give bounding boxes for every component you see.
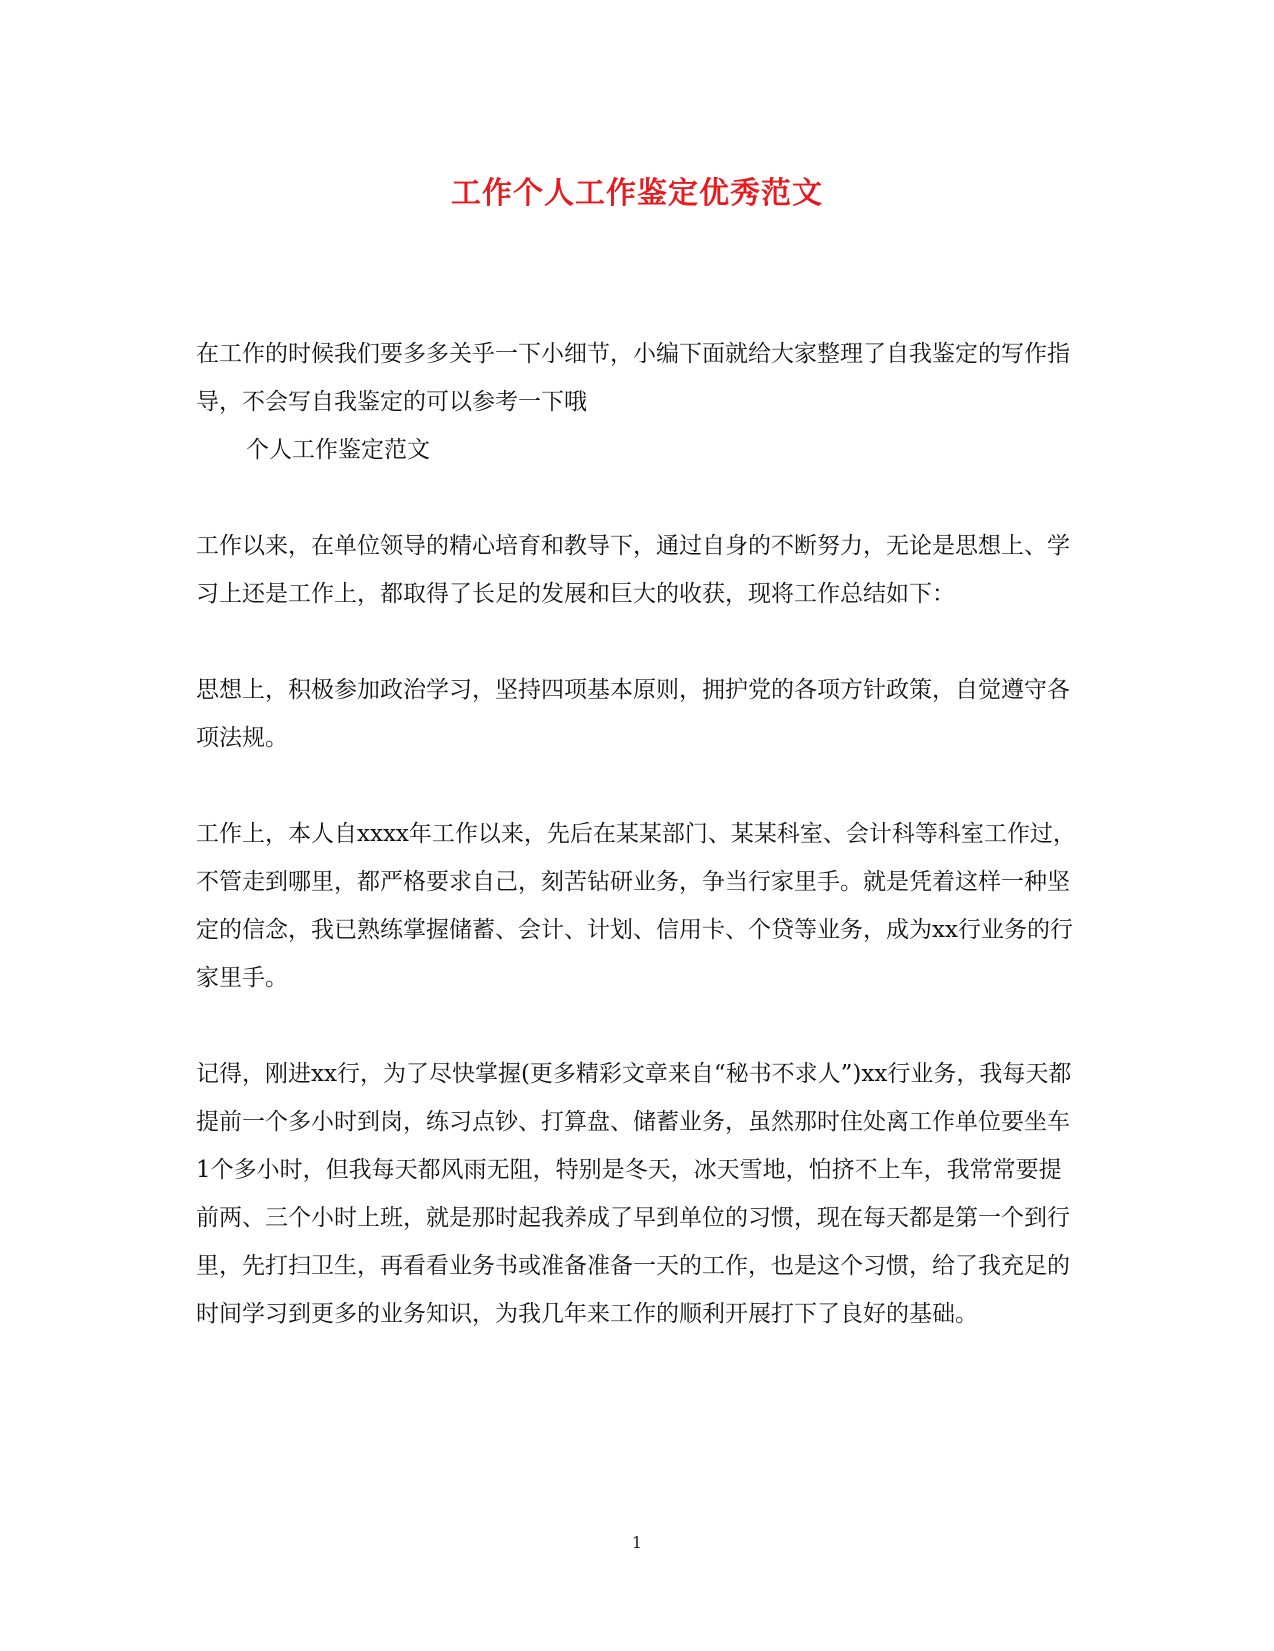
page-number: 1 [631, 1533, 643, 1552]
spacer [196, 618, 1076, 666]
summary-paragraph: 工作以来，在单位领导的精心培育和教导下，通过自身的不断努力，无论是思想上、学习上还是工作上，都取得了长足的发展和巨大的收获，现将工作总结如下： [196, 533, 1070, 607]
spacer [196, 1002, 1076, 1050]
work-paragraph: 工作上，本人自xxxx年工作以来，先后在某某部门、某某科室、会计科等科室工作过，不管走到哪里，都严格要求自己，刻苦钻研业务，争当行家里手。就是凭着这样一种坚定的信念，我已熟练掌握储蓄、会计、计划、信用卡、个贷等业务，成为xx行业务的行家里手。 [196, 821, 1076, 991]
memory-paragraph: 记得，刚进xx行，为了尽快掌握(更多精彩文章来自“秘书不求人”)xx行业务，我每天都提前一个多小时到岗，练习点钞、打算盘、储蓄业务，虽然那时住处离工作单位要坐车1个多小时，但我每天都风雨无阻，特别是冬天，冰天雪地，怕挤不上车，我常常要提前两、三个小时上班，就是那时起我养成了早到单位的习惯，现在每天都是第一个到行里，先打扫卫生，再看看业务书或准备准备一天的工作，也是这个习惯，给了我充足的时间学习到更多的业务知识，为我几年来工作的顺利开展打下了良好的基础。 [196, 1061, 1072, 1327]
document-title: 工作个人工作鉴定优秀范文 [451, 176, 823, 211]
section-heading: 个人工作鉴定范文 [246, 437, 430, 463]
spacer [196, 762, 1076, 810]
document-body [196, 330, 1076, 1338]
intro-paragraph: 在工作的时候我们要多多关乎一下小细节，小编下面就给大家整理了自我鉴定的写作指导，不会写自我鉴定的可以参考一下哦 [196, 341, 1070, 415]
spacer [196, 474, 1076, 522]
thought-paragraph: 思想上，积极参加政治学习，坚持四项基本原则，拥护党的各项方针政策，自觉遵守各项法规。 [196, 677, 1070, 751]
